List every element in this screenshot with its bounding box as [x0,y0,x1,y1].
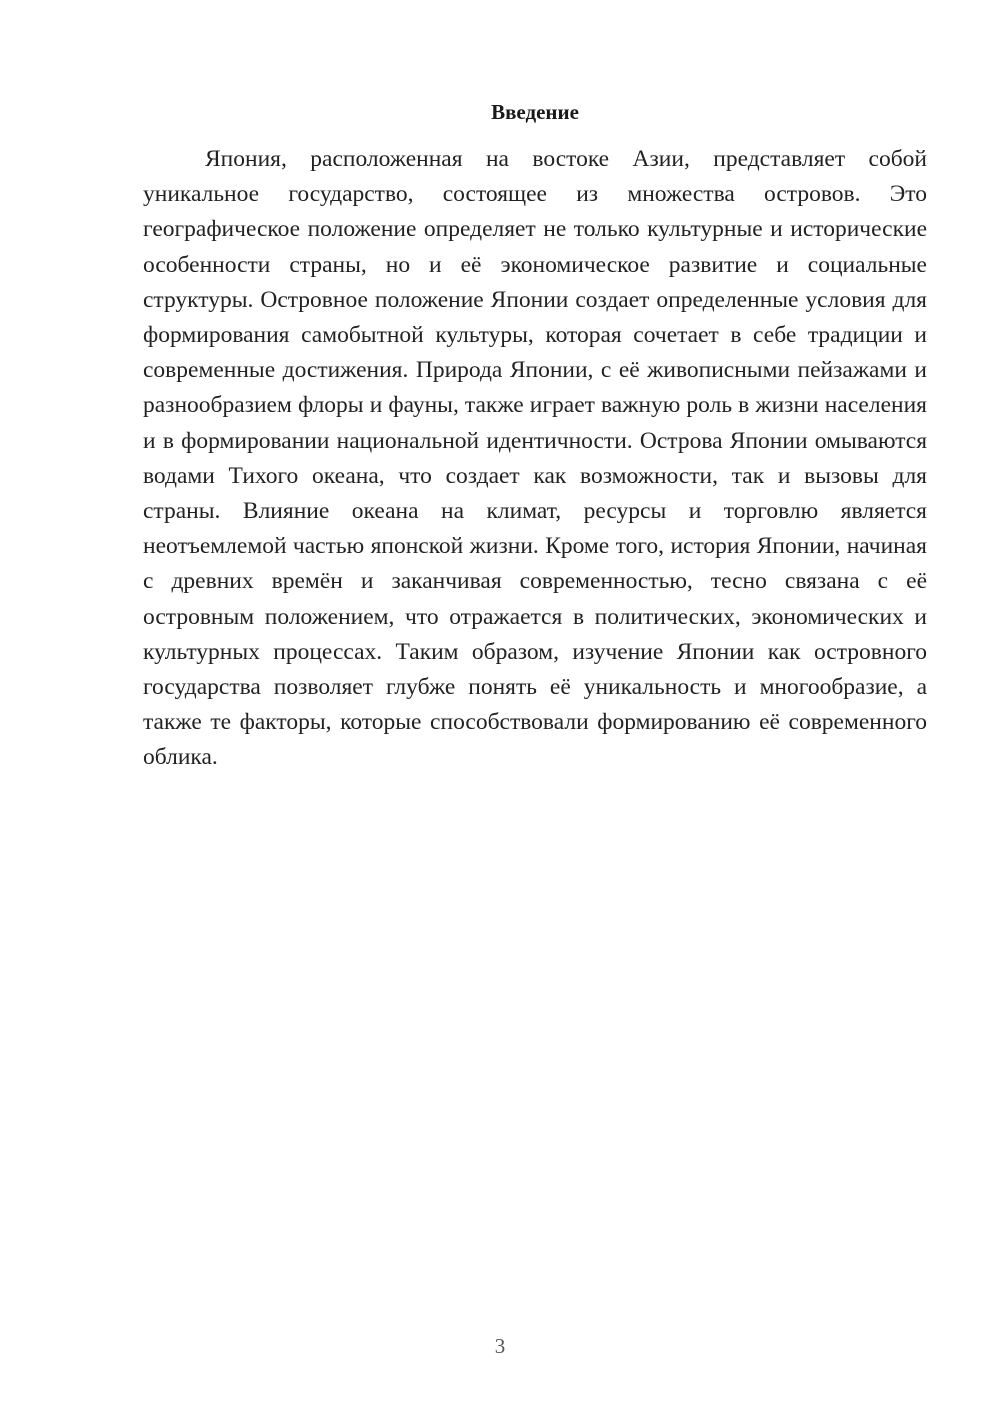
page-number: 3 [494,1334,506,1358]
section-heading: Введение [491,100,579,124]
body-paragraph: Япония, расположенная на востоке Азии, представляет собой уникальное государство, состоящее из множества островов. Это географическое положение определяет не только культурные и исторические особенности страны, но и её экономическое развитие и социальные структуры. Островное положение Японии создает определенные условия для формирования самобытной культуры, которая сочетает в себе традиции и современные достижения. Природа Японии, с её живописными пейзажами и разнообразием флоры и фауны, также играет важную роль в жизни населения и в формировании национальной идентичности. Острова Японии омываются водами Тихого океана, что создает как возможности, так и вызовы для страны. Влияние океана на климат, ресурсы и торговлю является неотъемлемой частью японской жизни. Кроме того, история Японии, начиная с древних времён и заканчивая современностью, тесно связана с её островным положением, что отражается в политических, экономических и культурных процессах. Таким образом, изучение Японии как островного государства позволяет глубже понять её уникальность и многообразие, а также те факторы, которые способствовали формированию её современного облика. [143,146,927,771]
